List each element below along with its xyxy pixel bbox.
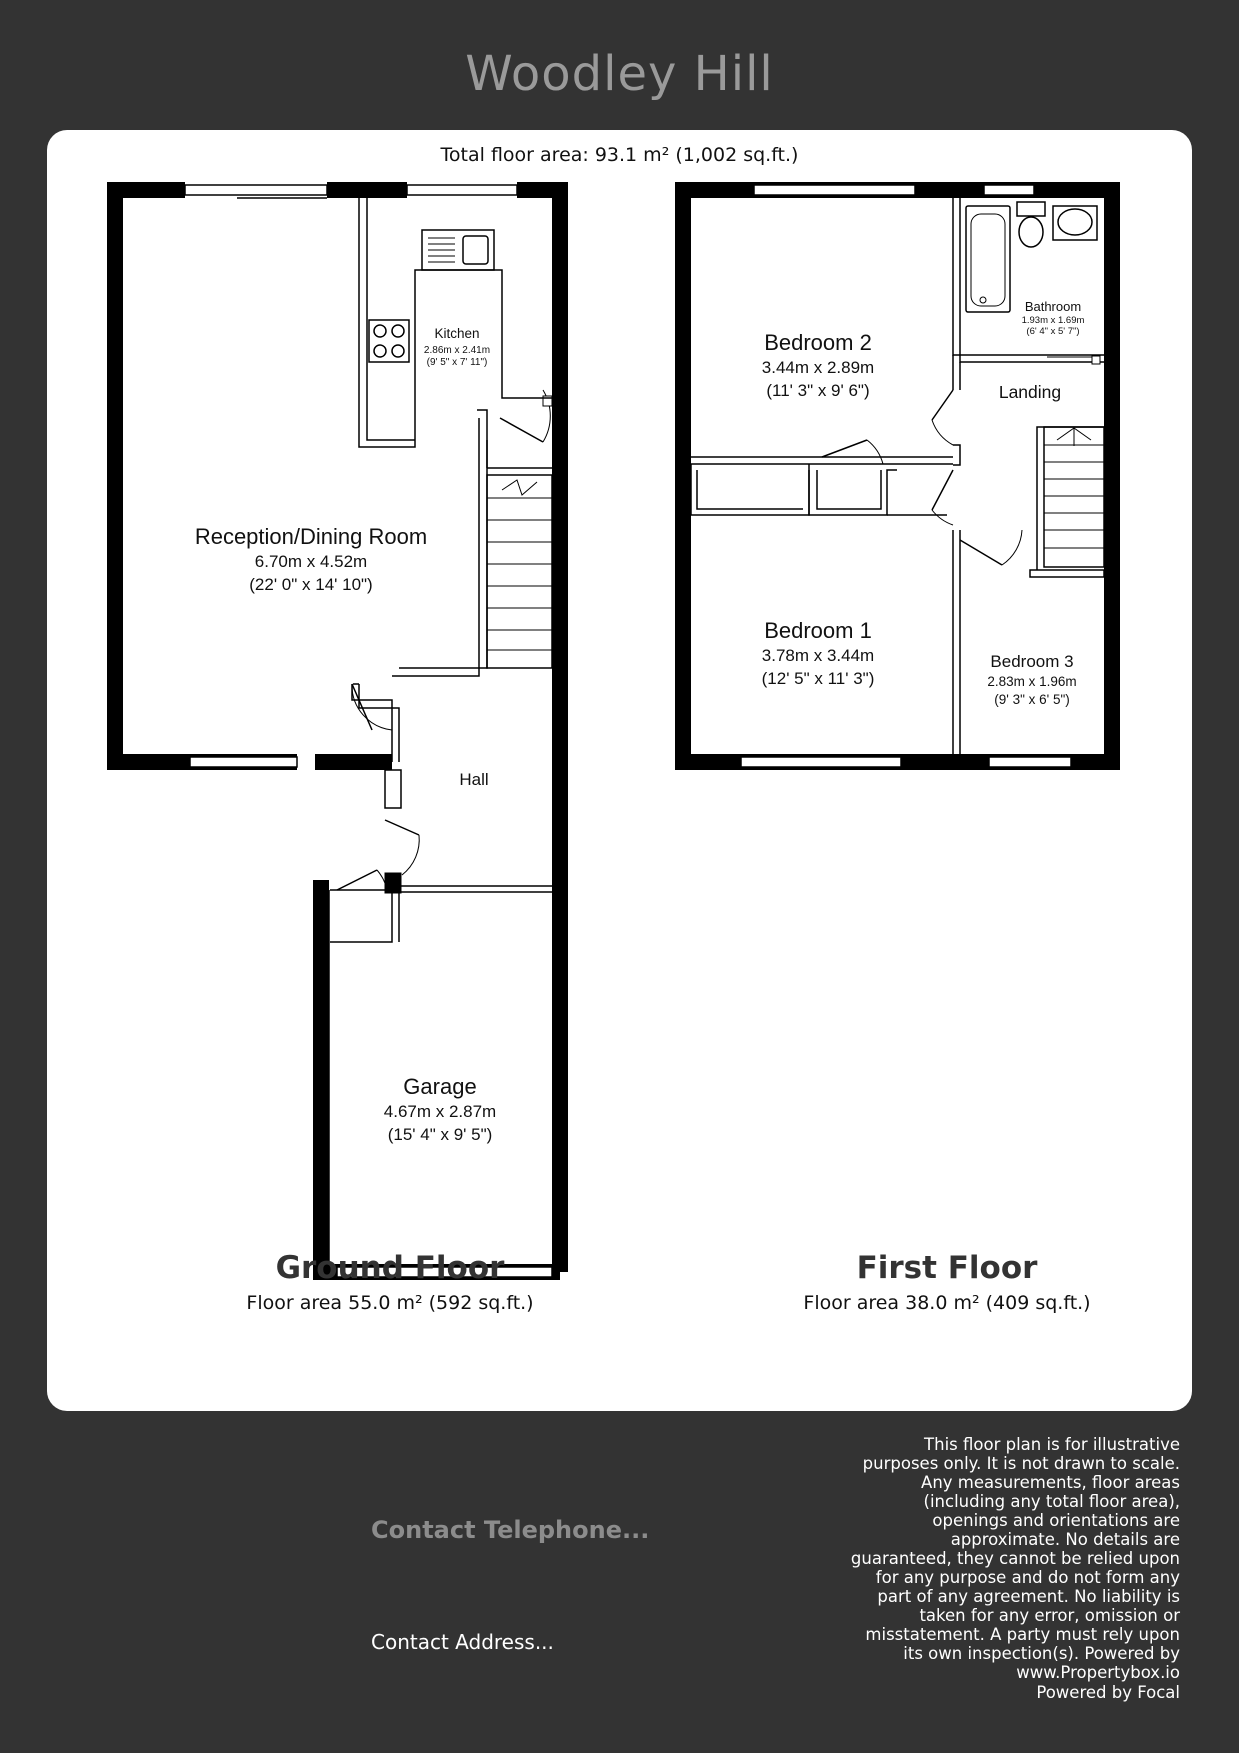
room-metric: 3.78m x 3.44m — [761, 646, 875, 665]
room-name: Reception/Dining Room — [194, 524, 428, 549]
disclaimer-line: purposes only. It is not drawn to scale. — [862, 1454, 1180, 1473]
room-imperial: (11' 3" x 9' 6") — [766, 381, 870, 400]
disclaimer — [850, 1435, 1180, 1682]
room-name: Garage — [403, 1074, 477, 1099]
room-imperial: (9' 5" x 7' 11") — [426, 357, 488, 368]
disclaimer-line: taken for any error, omission or — [919, 1606, 1180, 1625]
room-name: Kitchen — [434, 326, 480, 341]
ground-floor-area: Floor area 55.0 m² (592 sq.ft.) — [246, 1292, 534, 1314]
contact-telephone: Contact Telephone... — [371, 1516, 650, 1544]
floor-plan-card — [47, 130, 1192, 1411]
room-imperial: (6' 4" x 5' 7") — [1026, 326, 1080, 337]
disclaimer-line: Any measurements, floor areas — [921, 1473, 1180, 1492]
room-imperial: (9' 3" x 6' 5") — [994, 692, 1070, 707]
room-name: Landing — [998, 382, 1062, 402]
disclaimer-line: (including any total floor area), — [923, 1492, 1180, 1511]
total-floor-area: Total floor area: 93.1 m² (1,002 sq.ft.) — [440, 144, 799, 166]
room-imperial: (22' 0" x 14' 10") — [249, 575, 373, 594]
contact-address: Contact Address... — [371, 1630, 554, 1654]
property-title: Woodley Hill — [465, 46, 774, 102]
disclaimer-line: approximate. No details are — [950, 1530, 1180, 1549]
room-name: Bedroom 1 — [764, 618, 872, 643]
room-metric: 3.44m x 2.89m — [761, 358, 875, 377]
room-metric: 2.86m x 2.41m — [423, 345, 491, 356]
disclaimer-line: part of any agreement. No liability is — [877, 1587, 1180, 1606]
room-metric: 2.83m x 1.96m — [987, 674, 1077, 689]
first-floor-area: Floor area 38.0 m² (409 sq.ft.) — [803, 1292, 1091, 1314]
room-name: Bathroom — [1024, 299, 1082, 314]
room-imperial: (12' 5" x 11' 3") — [761, 669, 875, 688]
ground-floor-title: Ground Floor — [275, 1250, 505, 1286]
room-name: Hall — [459, 770, 489, 789]
room-imperial: (15' 4" x 9' 5") — [387, 1125, 493, 1144]
disclaimer-line: guaranteed, they cannot be relied upon — [850, 1549, 1180, 1568]
disclaimer-line: for any purpose and do not form any — [875, 1568, 1180, 1587]
disclaimer-line: openings and orientations are — [932, 1511, 1180, 1530]
room-metric: 1.93m x 1.69m — [1021, 315, 1085, 326]
room-metric: 4.67m x 2.87m — [383, 1102, 497, 1121]
floor-plan-drawing — [47, 130, 1192, 1411]
disclaimer-line: www.Propertybox.io — [1016, 1663, 1180, 1682]
first-floor-title: First Floor — [856, 1250, 1038, 1286]
room-name: Bedroom 2 — [764, 330, 872, 355]
disclaimer-line: This floor plan is for illustrative — [924, 1435, 1180, 1454]
room-metric: 6.70m x 4.52m — [254, 552, 368, 571]
disclaimer-line: its own inspection(s). Powered by — [903, 1644, 1180, 1663]
room-name: Bedroom 3 — [990, 652, 1074, 671]
powered-by: Powered by Focal — [1036, 1683, 1180, 1702]
disclaimer-line: misstatement. A party must rely upon — [865, 1625, 1180, 1644]
